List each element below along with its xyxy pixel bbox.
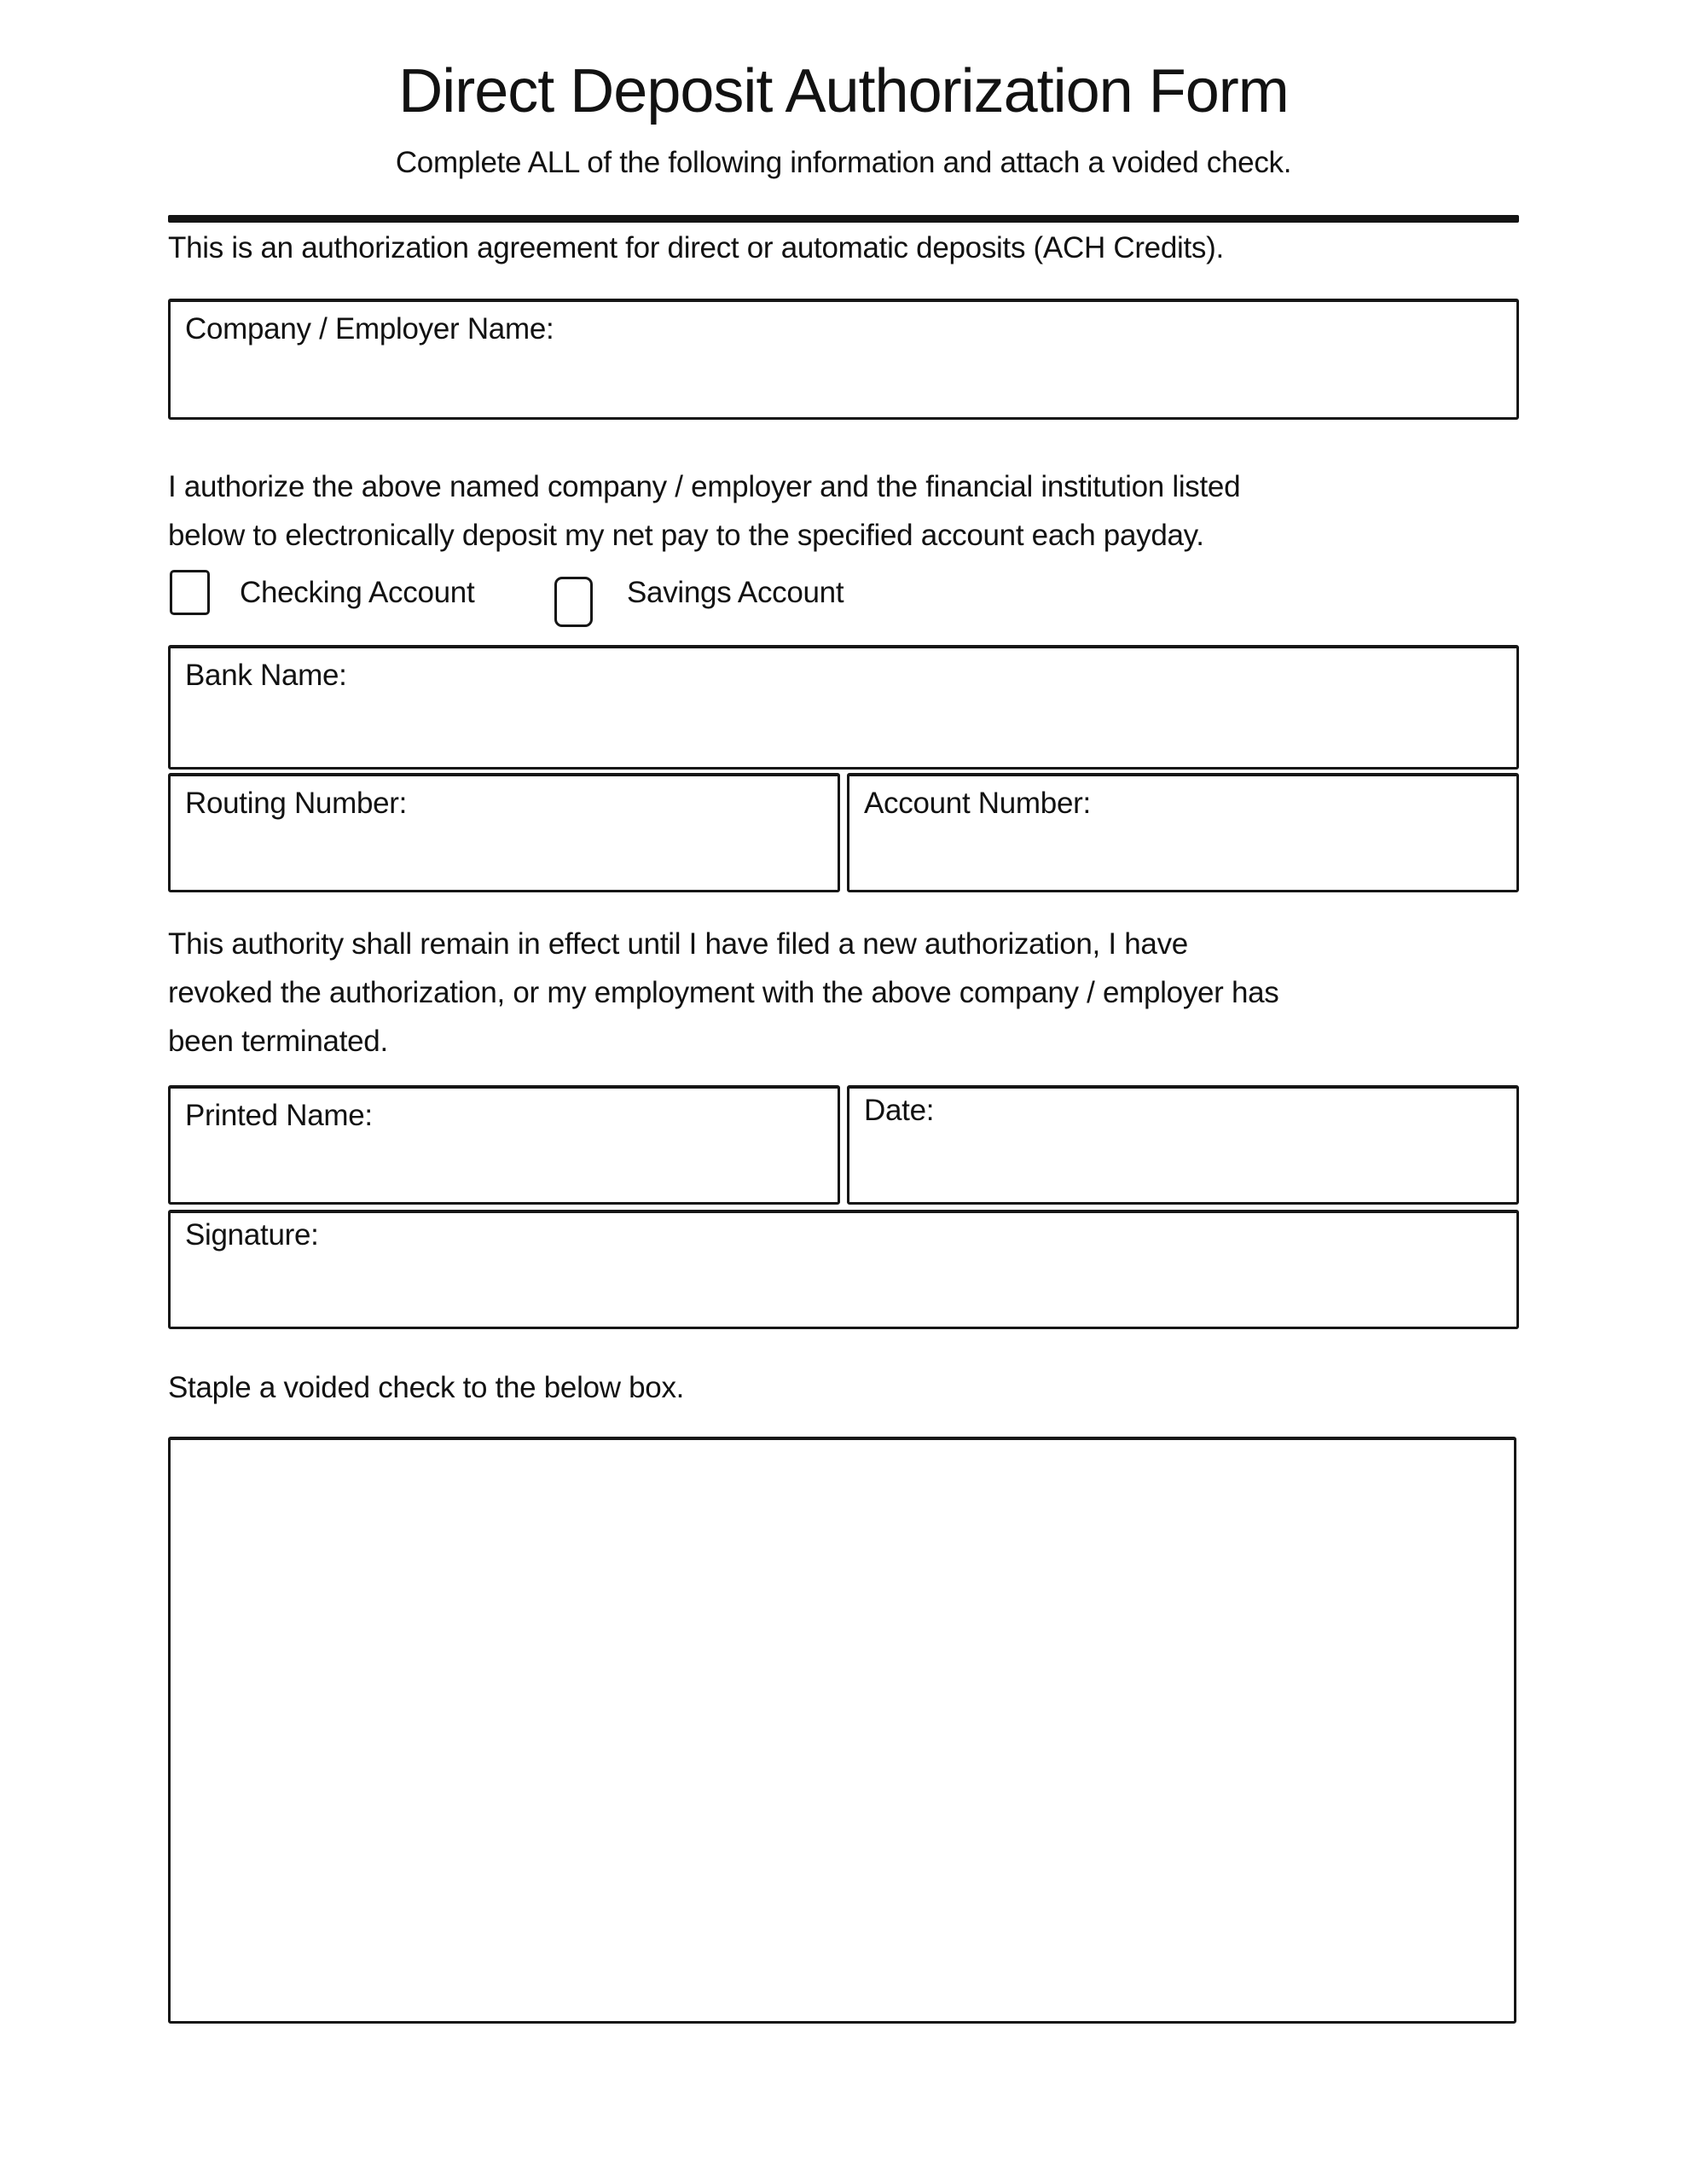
routing-number-value[interactable]	[171, 823, 838, 861]
printed-name-field[interactable]	[168, 1085, 840, 1205]
voided-check-staple-box[interactable]	[168, 1437, 1516, 2024]
page-title: Direct Deposit Authorization Form	[398, 57, 1289, 125]
account-number-value[interactable]	[849, 823, 1516, 861]
bank-name-field[interactable]	[168, 645, 1519, 770]
account-number-field[interactable]	[847, 773, 1519, 892]
page-subtitle: Complete ALL of the following information and attach a voided check.	[395, 146, 1292, 179]
company-employer-name-field[interactable]	[168, 299, 1519, 420]
authorize-paragraph: I authorize the above named company / employer and the financial institution listed below to electronically deposit my net pay to the specified account each payday.	[168, 470, 1241, 552]
savings-account-checkbox[interactable]	[554, 577, 593, 627]
bank-name-label: Bank Name:	[185, 659, 347, 692]
divider	[168, 215, 1519, 223]
date-value[interactable]	[849, 1130, 1516, 1168]
intro-paragraph: This is an authorization agreement for direct or automatic deposits (ACH Credits).	[168, 231, 1224, 264]
date-label: Date:	[864, 1094, 935, 1127]
signature-label: Signature:	[185, 1218, 319, 1252]
printed-name-value[interactable]	[171, 1136, 838, 1173]
authority-paragraph: This authority shall remain in effect until I have filed a new authorization, I have revoked the authorization, or my employment with the above company / employer has been terminated.	[168, 927, 1279, 1058]
signature-value[interactable]	[171, 1255, 1516, 1292]
signature-field[interactable]	[168, 1210, 1519, 1329]
checking-account-checkbox[interactable]	[170, 570, 210, 615]
checking-account-label: Checking Account	[240, 576, 475, 609]
savings-account-label: Savings Account	[627, 576, 844, 609]
date-field[interactable]	[847, 1085, 1519, 1205]
staple-instruction: Staple a voided check to the below box.	[168, 1371, 685, 1404]
routing-number-field[interactable]	[168, 773, 840, 892]
company-employer-name-label: Company / Employer Name:	[185, 312, 554, 346]
account-number-label: Account Number:	[864, 787, 1091, 820]
bank-name-value[interactable]	[171, 695, 1516, 733]
routing-number-label: Routing Number:	[185, 787, 408, 820]
printed-name-label: Printed Name:	[185, 1099, 373, 1132]
company-employer-name-value[interactable]	[171, 349, 1516, 386]
